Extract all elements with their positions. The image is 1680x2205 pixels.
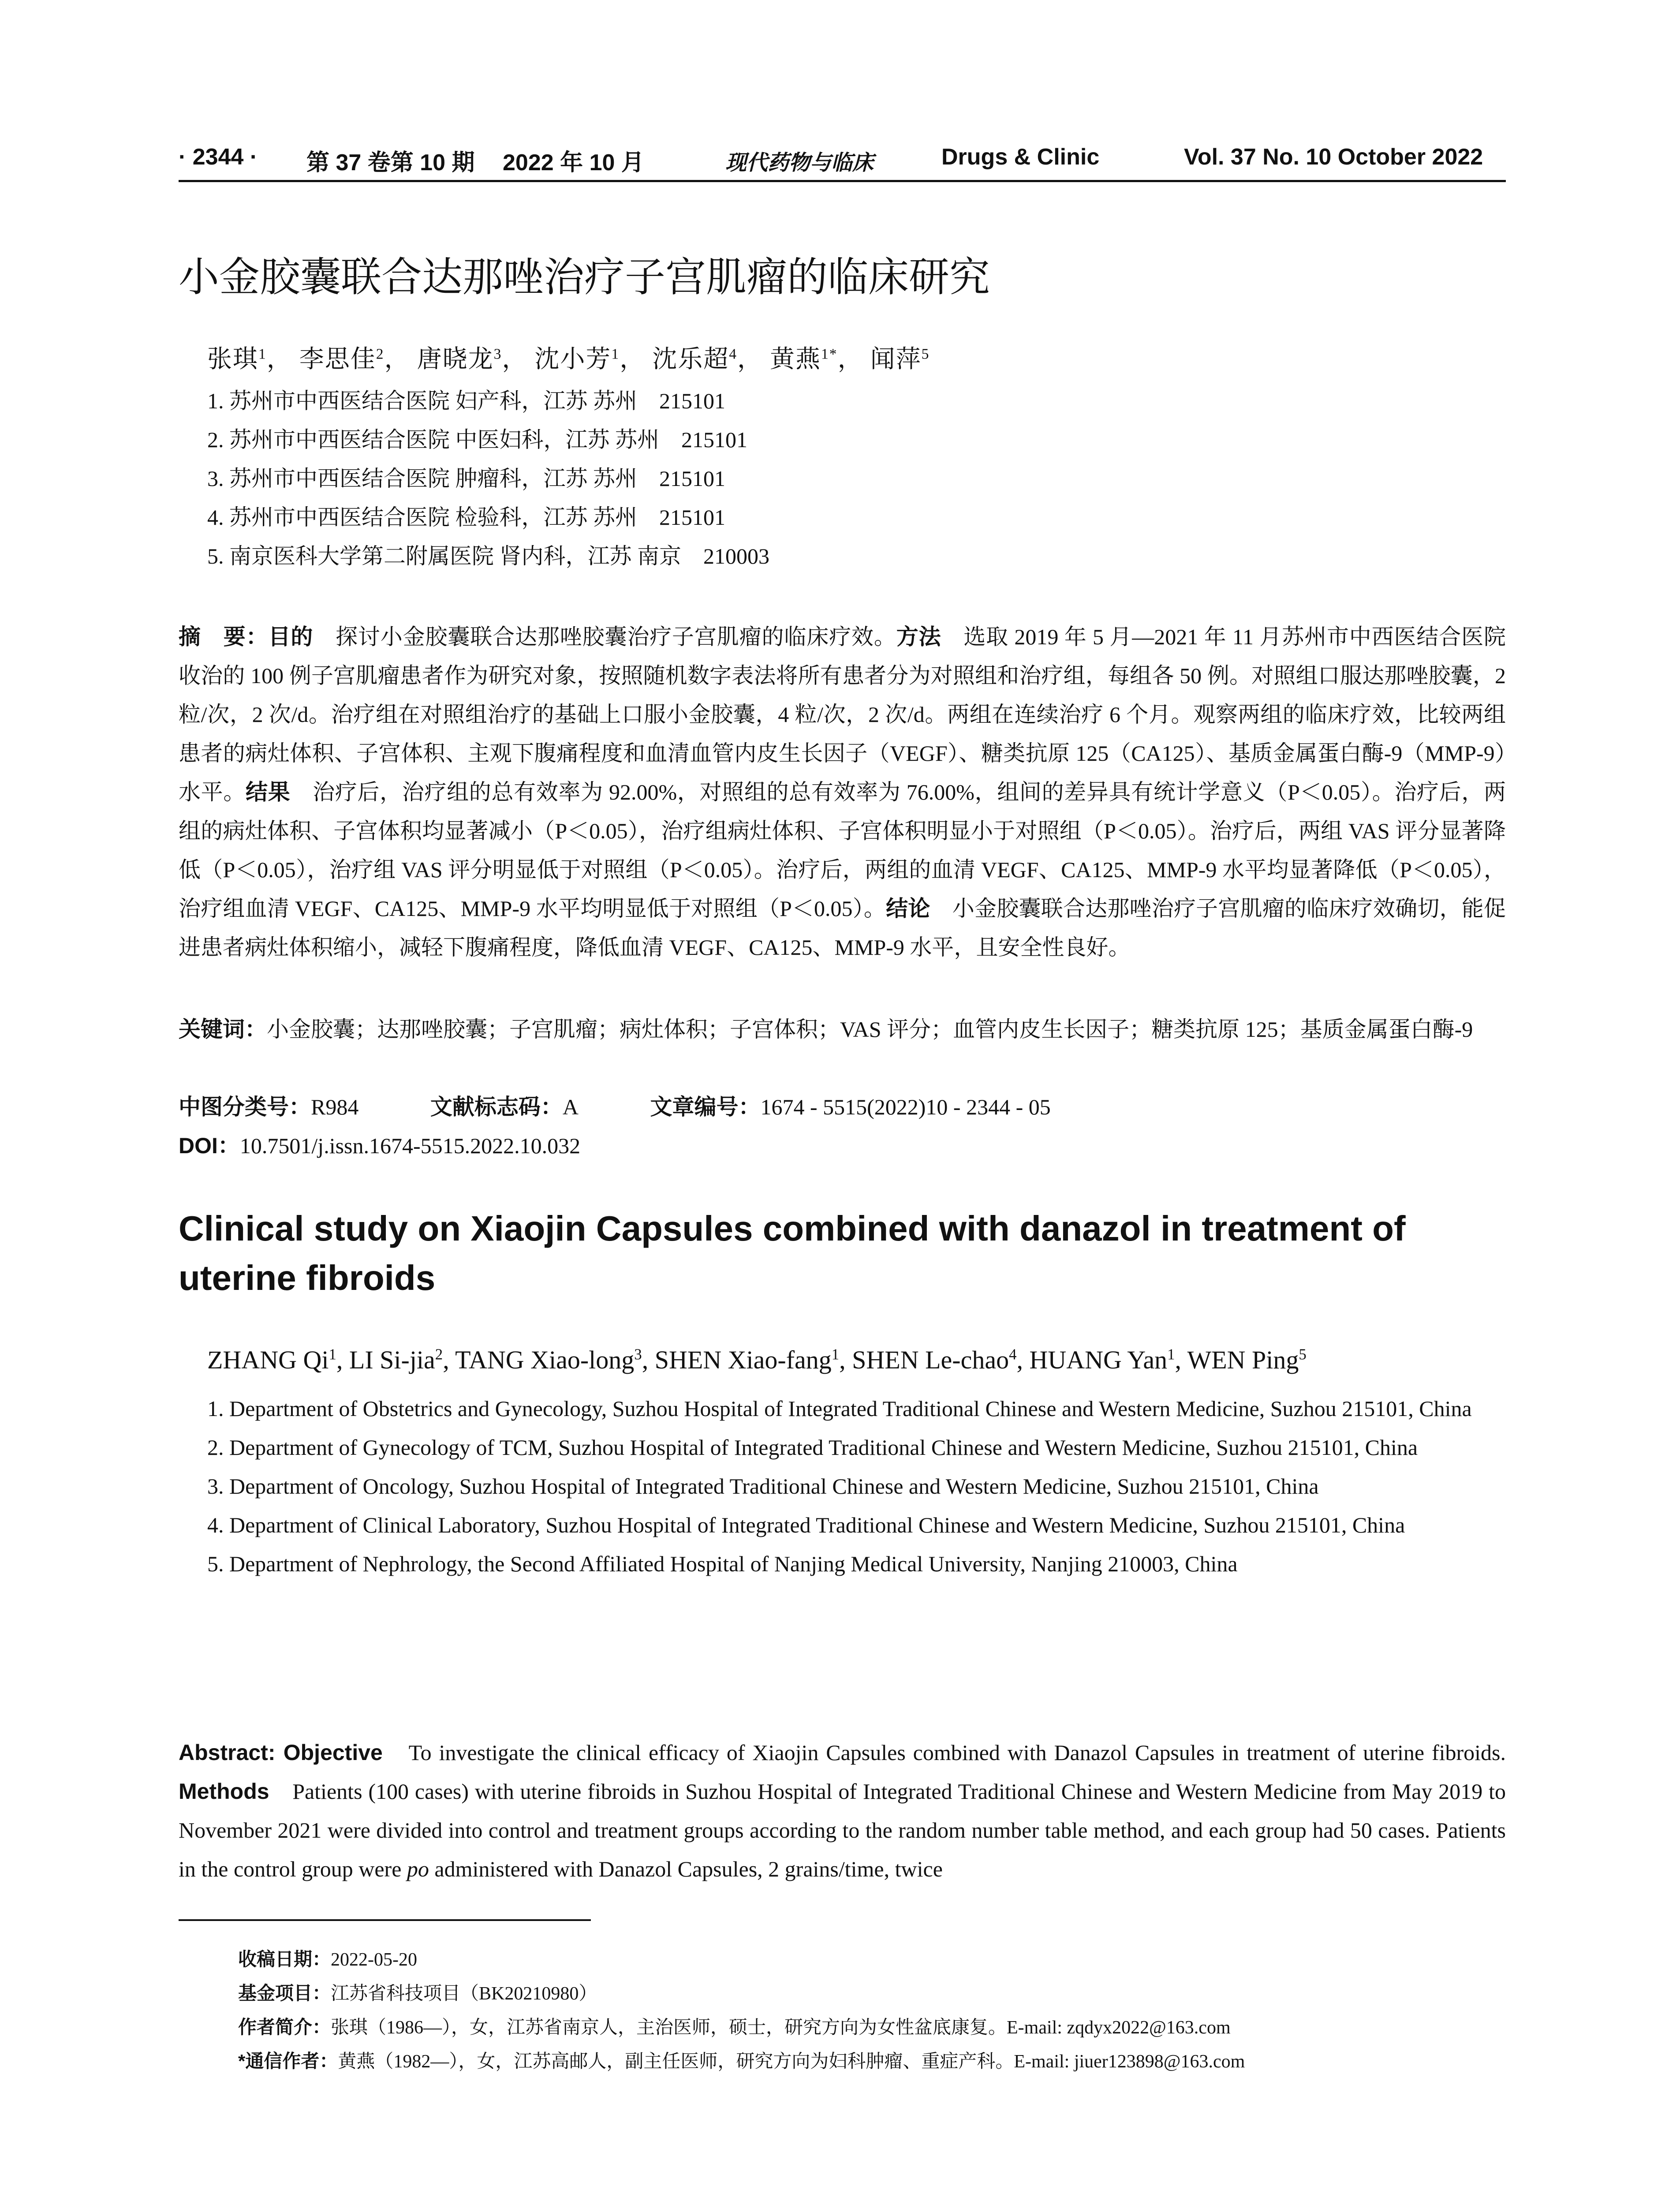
methods-text-cn: 选取 2019 年 5 月—2021 年 11 月苏州市中西医结合医院收治的 100 例子宫肌瘤患者作为研究对象，按照随机数字表法将所有患者分为对照组和治疗组，每组各 50 例。对照组口服达那唑胶囊，2 粒/次，2 次/d。治疗组在对照组治疗的基础上口服小金胶囊，4 粒/次，2 次/d。两组在连续治疗 6 个月。观察两组的临床疗效，比较两组患者的病灶体积、子宫体积、主观下腹痛程度和血清血管内皮生长因子（VEGF）、糖类抗原 125（CA125）、基质金属蛋白酶-9（MMP-9）水平。 [179,624,1506,804]
doi-label: DOI： [179,1133,240,1158]
author-en: WEN Ping$^5$ [1187,1345,1307,1374]
affiliation-cn: 4. 苏州市中西医结合医院 检验科，江苏 苏州 215101 [207,505,725,530]
footnote-divider [179,1919,591,1921]
methods-text-en-cont: administered with Danazol Capsules, 2 grains/time, twice [429,1857,943,1881]
issue-date-cn: 2022 年 10 月 [503,150,644,176]
article-title-cn: 小金胶囊联合达那唑治疗子宫肌瘤的临床研究 [179,255,990,300]
affiliation-en: 5. Department of Nephrology, the Second Affiliated Hospital of Nanjing Medical University, Nanjing 210003, China [207,1551,1238,1576]
footnote-corresponding: *通信作者：黄燕（1982—），女，江苏高邮人，副主任医师，研究方向为妇科肿瘤、重症产科。E-mail: jiuer123898@163.com [238,2051,1245,2072]
doi-value[interactable]: 10.7501/j.issn.1674-5515.2022.10.032 [239,1133,581,1158]
article-no-label: 文章编号： [650,1095,761,1119]
affiliation-en: 3. Department of Oncology, Suzhou Hospital of Integrated Traditional Chinese and Western Medicine, Suzhou 215101, China [207,1474,1319,1499]
affiliation-en: 4. Department of Clinical Laboratory, Suzhou Hospital of Integrated Traditional Chinese and Western Medicine, Suzhou 215101, China [207,1513,1405,1537]
affiliation-en: 1. Department of Obstetrics and Gynecology, Suzhou Hospital of Integrated Traditional Chinese and Western Medicine, Suzhou 215101, China [207,1396,1472,1421]
keywords-label-cn: 关键词： [179,1017,267,1042]
po-abbrev: po [407,1857,429,1881]
author-cn: 沈乐超$^4$ [652,346,737,373]
affiliation-cn: 3. 苏州市中西医结合医院 肿瘤科，江苏 苏州 215101 [207,466,725,491]
abstract-label-en: Abstract: Objective [179,1740,383,1765]
affiliation-en: 2. Department of Gynecology of TCM, Suzhou Hospital of Integrated Traditional Chinese and Western Medicine, Suzhou 215101, China [207,1435,1418,1460]
author-en: SHEN Le-chao$^4$ [852,1345,1017,1374]
affiliation-cn: 1. 苏州市中西医结合医院 妇产科，江苏 苏州 215101 [207,389,725,413]
author-cn: 闻萍$^5$ [870,346,930,373]
journal-name-en: Drugs & Clinic [941,144,1100,170]
objective-text-cn: 探讨小金胶囊联合达那唑胶囊治疗子宫肌瘤的临床疗效。 [313,624,896,649]
clc-label: 中图分类号： [179,1095,311,1119]
conclusion-label-cn: 结论 [886,896,930,921]
author-cn: 李思佳$^2$ [299,346,385,373]
doc-code-label: 文献标志码： [430,1095,563,1119]
article-no-value: 1674 - 5515(2022)10 - 2344 - 05 [760,1095,1051,1119]
abstract-label-cn: 摘 要： [179,624,269,649]
keywords-text-cn: 小金胶囊；达那唑胶囊；子宫肌瘤；病灶体积；子宫体积；VAS 评分；血管内皮生长因子；糖类抗原 125；基质金属蛋白酶-9 [267,1017,1473,1042]
methods-text-en: Patients (100 cases) with uterine fibroids in Suzhou Hospital of Integrated Traditional Chinese and Western Medicine from May 2019 to November 2021 were divided into control and treatment groups according to the random number table method, and each group had 50 cases. Patients in the control group were [179,1779,1506,1881]
author-list-cn: 张琪$^1$， 李思佳$^2$， 唐晓龙$^3$， 沈小芳$^1$， 沈乐超$^4$， 黄燕$^{1*}$， 闻萍$^5$ [207,346,930,373]
results-text-cn: 治疗后，治疗组的总有效率为 92.00%，对照组的总有效率为 76.00%，组间的差异具有统计学意义（P＜0.05）。治疗后，两组的病灶体积、子宫体积均显著减小（P＜0.05），治疗组病灶体积、子宫体积明显小于对照组（P＜0.05）。治疗后，两组 VAS 评分显著降低（P＜0.05），治疗组 VAS 评分明显低于对照组（P＜0.05）。治疗后，两组的血清 VEGF、CA125、MMP-9 水平均显著降低（P＜0.05），治疗组血清 VEGF、CA125、MMP-9 水平均明显低于对照组（P＜0.05）。 [179,780,1506,921]
volume-issue-cn: 第 37 卷第 10 期 [306,150,475,176]
author-cn: 黄燕$^{1*}$ [769,346,838,373]
affiliation-list-cn [207,381,769,576]
affiliation-cn: 5. 南京医科大学第二附属医院 肾内科，江苏 南京 210003 [207,544,769,568]
clc-value: R984 [311,1095,359,1119]
author-en: SHEN Xiao-fang$^1$ [654,1345,840,1374]
author-cn: 唐晓龙$^3$ [417,346,502,373]
doc-code-value: A [562,1095,579,1119]
affiliation-list-en [207,1389,1506,1583]
author-list-en: ZHANG Qi$^1$, LI Si-jia$^2$, TANG Xiao-long$^3$, SHEN Xiao-fang$^1$, SHEN Le-chao$^4$, HUANG Yan$^1$, WEN Ping$^5$ [207,1345,1307,1374]
affiliation-cn: 2. 苏州市中西医结合医院 中医妇科，江苏 苏州 215101 [207,427,747,452]
author-en: LI Si-jia$^2$ [349,1345,443,1374]
author-en: TANG Xiao-long$^3$ [455,1345,642,1374]
page-number: · 2344 · [179,144,258,170]
conclusion-text-cn: 小金胶囊联合达那唑治疗子宫肌瘤的临床疗效确切，能促进患者病灶体积缩小，减轻下腹痛程度，降低血清 VEGF、CA125、MMP-9 水平，且安全性良好。 [179,896,1506,960]
methods-label-en: Methods [179,1779,269,1804]
article-title-en: Clinical study on Xiaojin Capsules combined with danazol in treatment of uterine fibroids [179,1209,1406,1297]
running-header [179,140,1506,182]
footnote-funding: 基金项目：江苏省科技项目（BK20210980） [238,1983,597,2004]
doi-row [179,1126,580,1165]
classification-row [179,1088,1051,1126]
author-en: HUANG Yan$^1$ [1029,1345,1175,1374]
author-en: ZHANG Qi$^1$ [207,1345,336,1374]
volume-issue-en: Vol. 37 No. 10 October 2022 [1184,144,1483,170]
footnote-author-bio: 作者简介：张琪（1986—），女，江苏省南京人，主治医师，硕士，研究方向为女性盆底康复。E-mail: zqdyx2022@163.com [238,2017,1231,2038]
abstract-cn [179,617,1506,967]
results-label-cn: 结果 [246,780,291,804]
abstract-en [179,1733,1506,1888]
methods-label-cn: 方法 [896,624,941,649]
objective-text-en: To investigate the clinical efficacy of Xiaojin Capsules combined with Danazol Capsules in treatment of uterine fibroids. [382,1740,1506,1765]
objective-label-cn: 目的 [268,624,314,649]
author-cn: 沈小芳$^1$ [534,346,620,373]
footnotes [238,1943,1245,2078]
journal-name-cn: 现代药物与临床 [725,151,874,175]
author-cn: 张琪$^1$ [207,346,267,373]
keywords-cn [179,1010,1506,1049]
footnote-received: 收稿日期：2022-05-20 [238,1949,417,1970]
